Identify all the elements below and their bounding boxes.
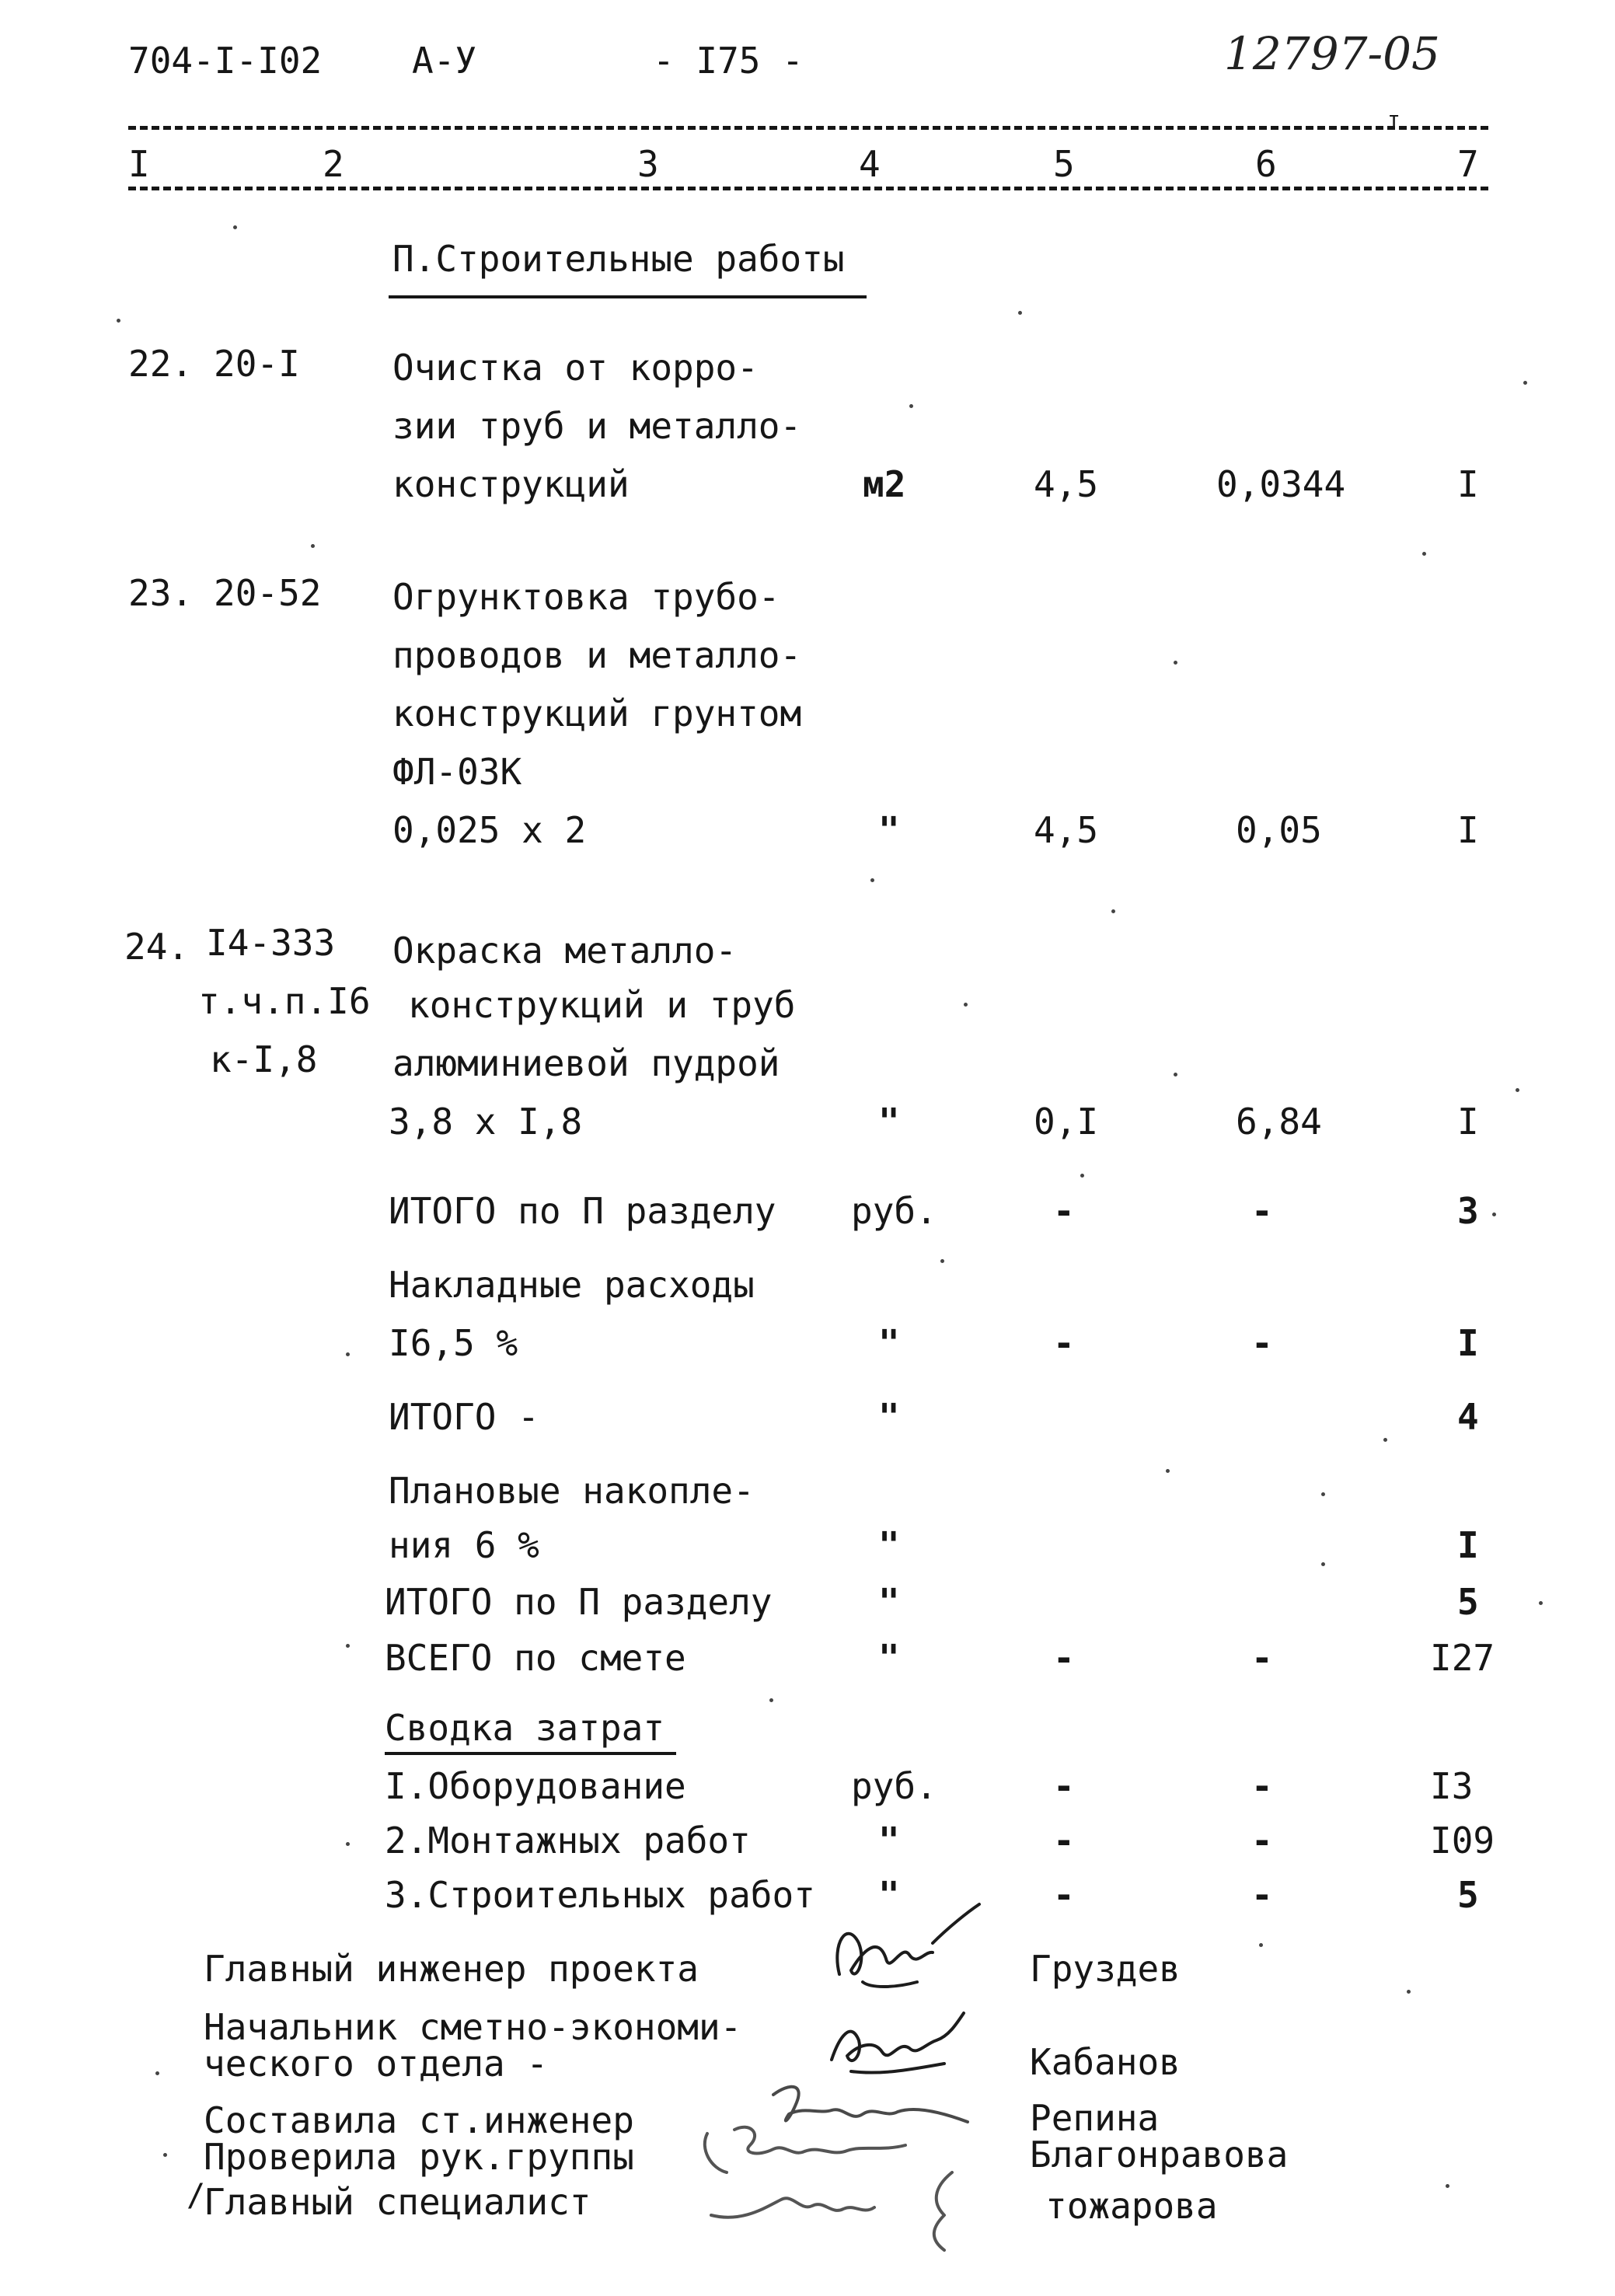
- section-title: П.Строительные работы: [392, 238, 845, 280]
- estimate-total-price: -: [1251, 1637, 1273, 1679]
- scan-speck: [1516, 1088, 1519, 1092]
- scan-speck: [155, 2071, 159, 2075]
- overhead-label-line-1: Накладные расходы: [389, 1264, 755, 1306]
- margin-slash-mark: /: [187, 2178, 206, 2214]
- section-total-label: ИТОГО по П разделу: [385, 1581, 773, 1623]
- row-24-number: 24.: [124, 926, 190, 968]
- scan-speck: [1259, 1943, 1263, 1947]
- row-23-desc-line-3: конструкций грунтом: [392, 693, 802, 735]
- planned-savings-total: I: [1457, 1524, 1479, 1566]
- row-24-quantity: 0,I: [1034, 1101, 1099, 1143]
- subtotal-label: ИТОГО -: [389, 1396, 539, 1438]
- signatory-chief-engineer-name: Груздев: [1030, 1948, 1181, 1990]
- planned-savings-unit: ": [878, 1524, 900, 1566]
- scan-speck: [233, 225, 237, 229]
- scan-speck: [1321, 1562, 1325, 1566]
- summary-item-installation-price: -: [1251, 1820, 1273, 1862]
- overhead-total: I: [1457, 1322, 1479, 1364]
- column-number-5: 5: [1053, 143, 1075, 185]
- row-22-desc-line-1: Очистка от корро-: [392, 347, 759, 389]
- row-23-code: 20-52: [214, 572, 322, 614]
- estimate-total-quantity: -: [1053, 1637, 1075, 1679]
- row-24-code-line-1: I4-333: [206, 922, 336, 964]
- subtotal-total: 4: [1457, 1396, 1479, 1438]
- scan-speck: [1018, 311, 1022, 315]
- summary-item-equipment-quantity: -: [1053, 1765, 1075, 1807]
- signatory-group-lead-name: Благонравова: [1030, 2134, 1289, 2176]
- summary-item-equipment-price: -: [1251, 1765, 1273, 1807]
- overhead-price: -: [1251, 1322, 1273, 1364]
- summary-item-construction-unit: ": [878, 1874, 900, 1916]
- scan-speck: [870, 878, 874, 882]
- summary-item-equipment-total: I3: [1430, 1765, 1474, 1807]
- planned-savings-label-line-1: Плановые накопле-: [389, 1470, 755, 1512]
- row-24-desc-line-3: алюминиевой пудрой: [392, 1042, 780, 1084]
- scan-speck: [1422, 552, 1426, 556]
- row-23-desc-line-2: проводов и металло-: [392, 634, 802, 676]
- row-22-quantity: 4,5: [1034, 463, 1099, 505]
- signatory-compiler-role: Составила ст.инженер: [204, 2099, 634, 2141]
- row-24-desc-line-4: 3,8 х I,8: [389, 1101, 583, 1143]
- summary-title: Сводка затрат: [385, 1707, 665, 1749]
- overhead-label-line-2: I6,5 %: [389, 1322, 518, 1364]
- row-24-code-line-2: т.ч.п.I6: [198, 980, 371, 1022]
- page-number: - I75 -: [653, 40, 804, 82]
- signatory-chief-specialist-role: Главный специалист: [204, 2181, 591, 2223]
- signature-chief-specialist: [696, 2169, 983, 2254]
- column-number-4: 4: [859, 143, 881, 185]
- row-24-unit: ": [878, 1101, 900, 1143]
- row-23-price: 0,05: [1236, 809, 1322, 851]
- scan-speck: [117, 319, 120, 323]
- header-rule-top: [128, 126, 1488, 130]
- scan-speck: [346, 1842, 350, 1846]
- signatory-chief-specialist-name: тожарова: [1045, 2185, 1218, 2227]
- row-22-desc-line-2: зии труб и металло-: [392, 405, 802, 447]
- row-23-number: 23.: [128, 572, 194, 614]
- row-22-unit: м2: [863, 463, 906, 505]
- overhead-quantity: -: [1053, 1322, 1075, 1364]
- estimate-total-unit: ": [878, 1637, 900, 1679]
- summary-item-construction-total: 5: [1457, 1874, 1479, 1916]
- signatory-department-head-role-line-1: Начальник сметно-экономи-: [204, 2006, 742, 2048]
- stamp-number: 12797-05: [1224, 27, 1440, 80]
- signatory-chief-engineer-role: Главный инженер проекта: [204, 1948, 699, 1990]
- signatory-department-head-name: Кабанов: [1030, 2041, 1181, 2083]
- column-number-1: I: [128, 143, 150, 185]
- planned-savings-label-line-2: ния 6 %: [389, 1524, 539, 1566]
- scan-speck: [769, 1698, 773, 1702]
- signatory-group-lead-role: Проверила рук.группы: [204, 2136, 634, 2178]
- scan-speck: [964, 1003, 968, 1007]
- scan-speck: [1523, 381, 1527, 385]
- scan-speck: [1446, 2184, 1449, 2188]
- row-22-desc-line-3: конструкций: [392, 463, 630, 505]
- column-number-7: 7: [1457, 143, 1479, 185]
- scan-speck: [909, 404, 913, 408]
- row-23-quantity: 4,5: [1034, 809, 1099, 851]
- summary-item-equipment-label: I.Оборудование: [385, 1765, 686, 1807]
- column-number-3: 3: [637, 143, 659, 185]
- scan-speck: [1111, 909, 1115, 913]
- signatory-compiler-name: Репина: [1030, 2097, 1160, 2139]
- summary-item-equipment-unit: руб.: [851, 1765, 937, 1807]
- scan-speck: [1539, 1601, 1543, 1605]
- section-title-underline: [389, 295, 867, 298]
- scan-speck: [346, 1352, 350, 1356]
- signature-gruzdev: [816, 1896, 987, 2013]
- scan-speck: [1166, 1469, 1170, 1473]
- summary-item-installation-quantity: -: [1053, 1820, 1075, 1862]
- document-series: А-У: [412, 40, 477, 82]
- subtotal-section-price: -: [1251, 1190, 1273, 1232]
- summary-item-construction-price: -: [1251, 1874, 1273, 1916]
- summary-item-installation-total: I09: [1430, 1820, 1495, 1862]
- column-mark: т: [1387, 106, 1400, 132]
- scan-speck: [346, 1644, 350, 1648]
- row-23-unit: ": [878, 809, 900, 851]
- scan-speck: [1407, 1990, 1411, 1994]
- summary-item-installation-label: 2.Монтажных работ: [385, 1820, 751, 1862]
- row-24-desc-line-2: конструкций и труб: [408, 984, 796, 1026]
- row-24-desc-line-1: Окраска металло-: [392, 930, 738, 972]
- row-23-desc-line-4: ФЛ-03К: [392, 751, 522, 793]
- signature-kabanov: [820, 1998, 975, 2083]
- summary-item-installation-unit: ": [878, 1820, 900, 1862]
- row-23-desc-line-5: 0,025 х 2: [392, 809, 587, 851]
- scan-speck: [311, 544, 315, 548]
- row-23-desc-line-1: Огрунктовка трубо-: [392, 576, 780, 618]
- scan-speck: [940, 1259, 944, 1263]
- header-rule-bottom: [128, 187, 1488, 190]
- subtotal-section-total: 3: [1457, 1190, 1479, 1232]
- summary-item-construction-quantity: -: [1053, 1874, 1075, 1916]
- estimate-total-total: I27: [1430, 1637, 1495, 1679]
- scan-speck: [1492, 1213, 1496, 1216]
- row-24-total: I: [1457, 1101, 1479, 1143]
- subtotal-section-unit: руб.: [851, 1190, 937, 1232]
- row-22-price: 0,0344: [1216, 463, 1346, 505]
- overhead-unit: ": [878, 1322, 900, 1364]
- scan-speck: [1174, 1073, 1177, 1076]
- scan-speck: [1383, 1438, 1387, 1442]
- row-24-code-line-3: к-I,8: [210, 1038, 318, 1080]
- row-22-number: 22.: [128, 343, 194, 385]
- column-number-2: 2: [323, 143, 344, 185]
- subtotal-unit: ": [878, 1396, 900, 1438]
- row-23-total: I: [1457, 809, 1479, 851]
- document-code: 704-I-I02: [128, 40, 323, 82]
- subtotal-section-label: ИТОГО по П разделу: [389, 1190, 776, 1232]
- row-22-total: I: [1457, 463, 1479, 505]
- summary-item-construction-label: 3.Строительных работ: [385, 1874, 815, 1916]
- scan-speck: [1174, 661, 1177, 665]
- scan-speck: [163, 2153, 167, 2157]
- estimate-total-label: ВСЕГО по смете: [385, 1637, 686, 1679]
- section-total-unit: ": [878, 1581, 900, 1623]
- scan-speck: [1080, 1174, 1084, 1178]
- scan-speck: [1321, 1492, 1325, 1496]
- section-total-total: 5: [1457, 1581, 1479, 1623]
- row-22-code: 20-I: [214, 343, 300, 385]
- row-24-price: 6,84: [1236, 1101, 1322, 1143]
- column-number-6: 6: [1255, 143, 1277, 185]
- subtotal-section-quantity: -: [1053, 1190, 1075, 1232]
- summary-title-underline: [385, 1752, 676, 1755]
- signatory-department-head-role-line-2: ческого отдела -: [204, 2043, 549, 2085]
